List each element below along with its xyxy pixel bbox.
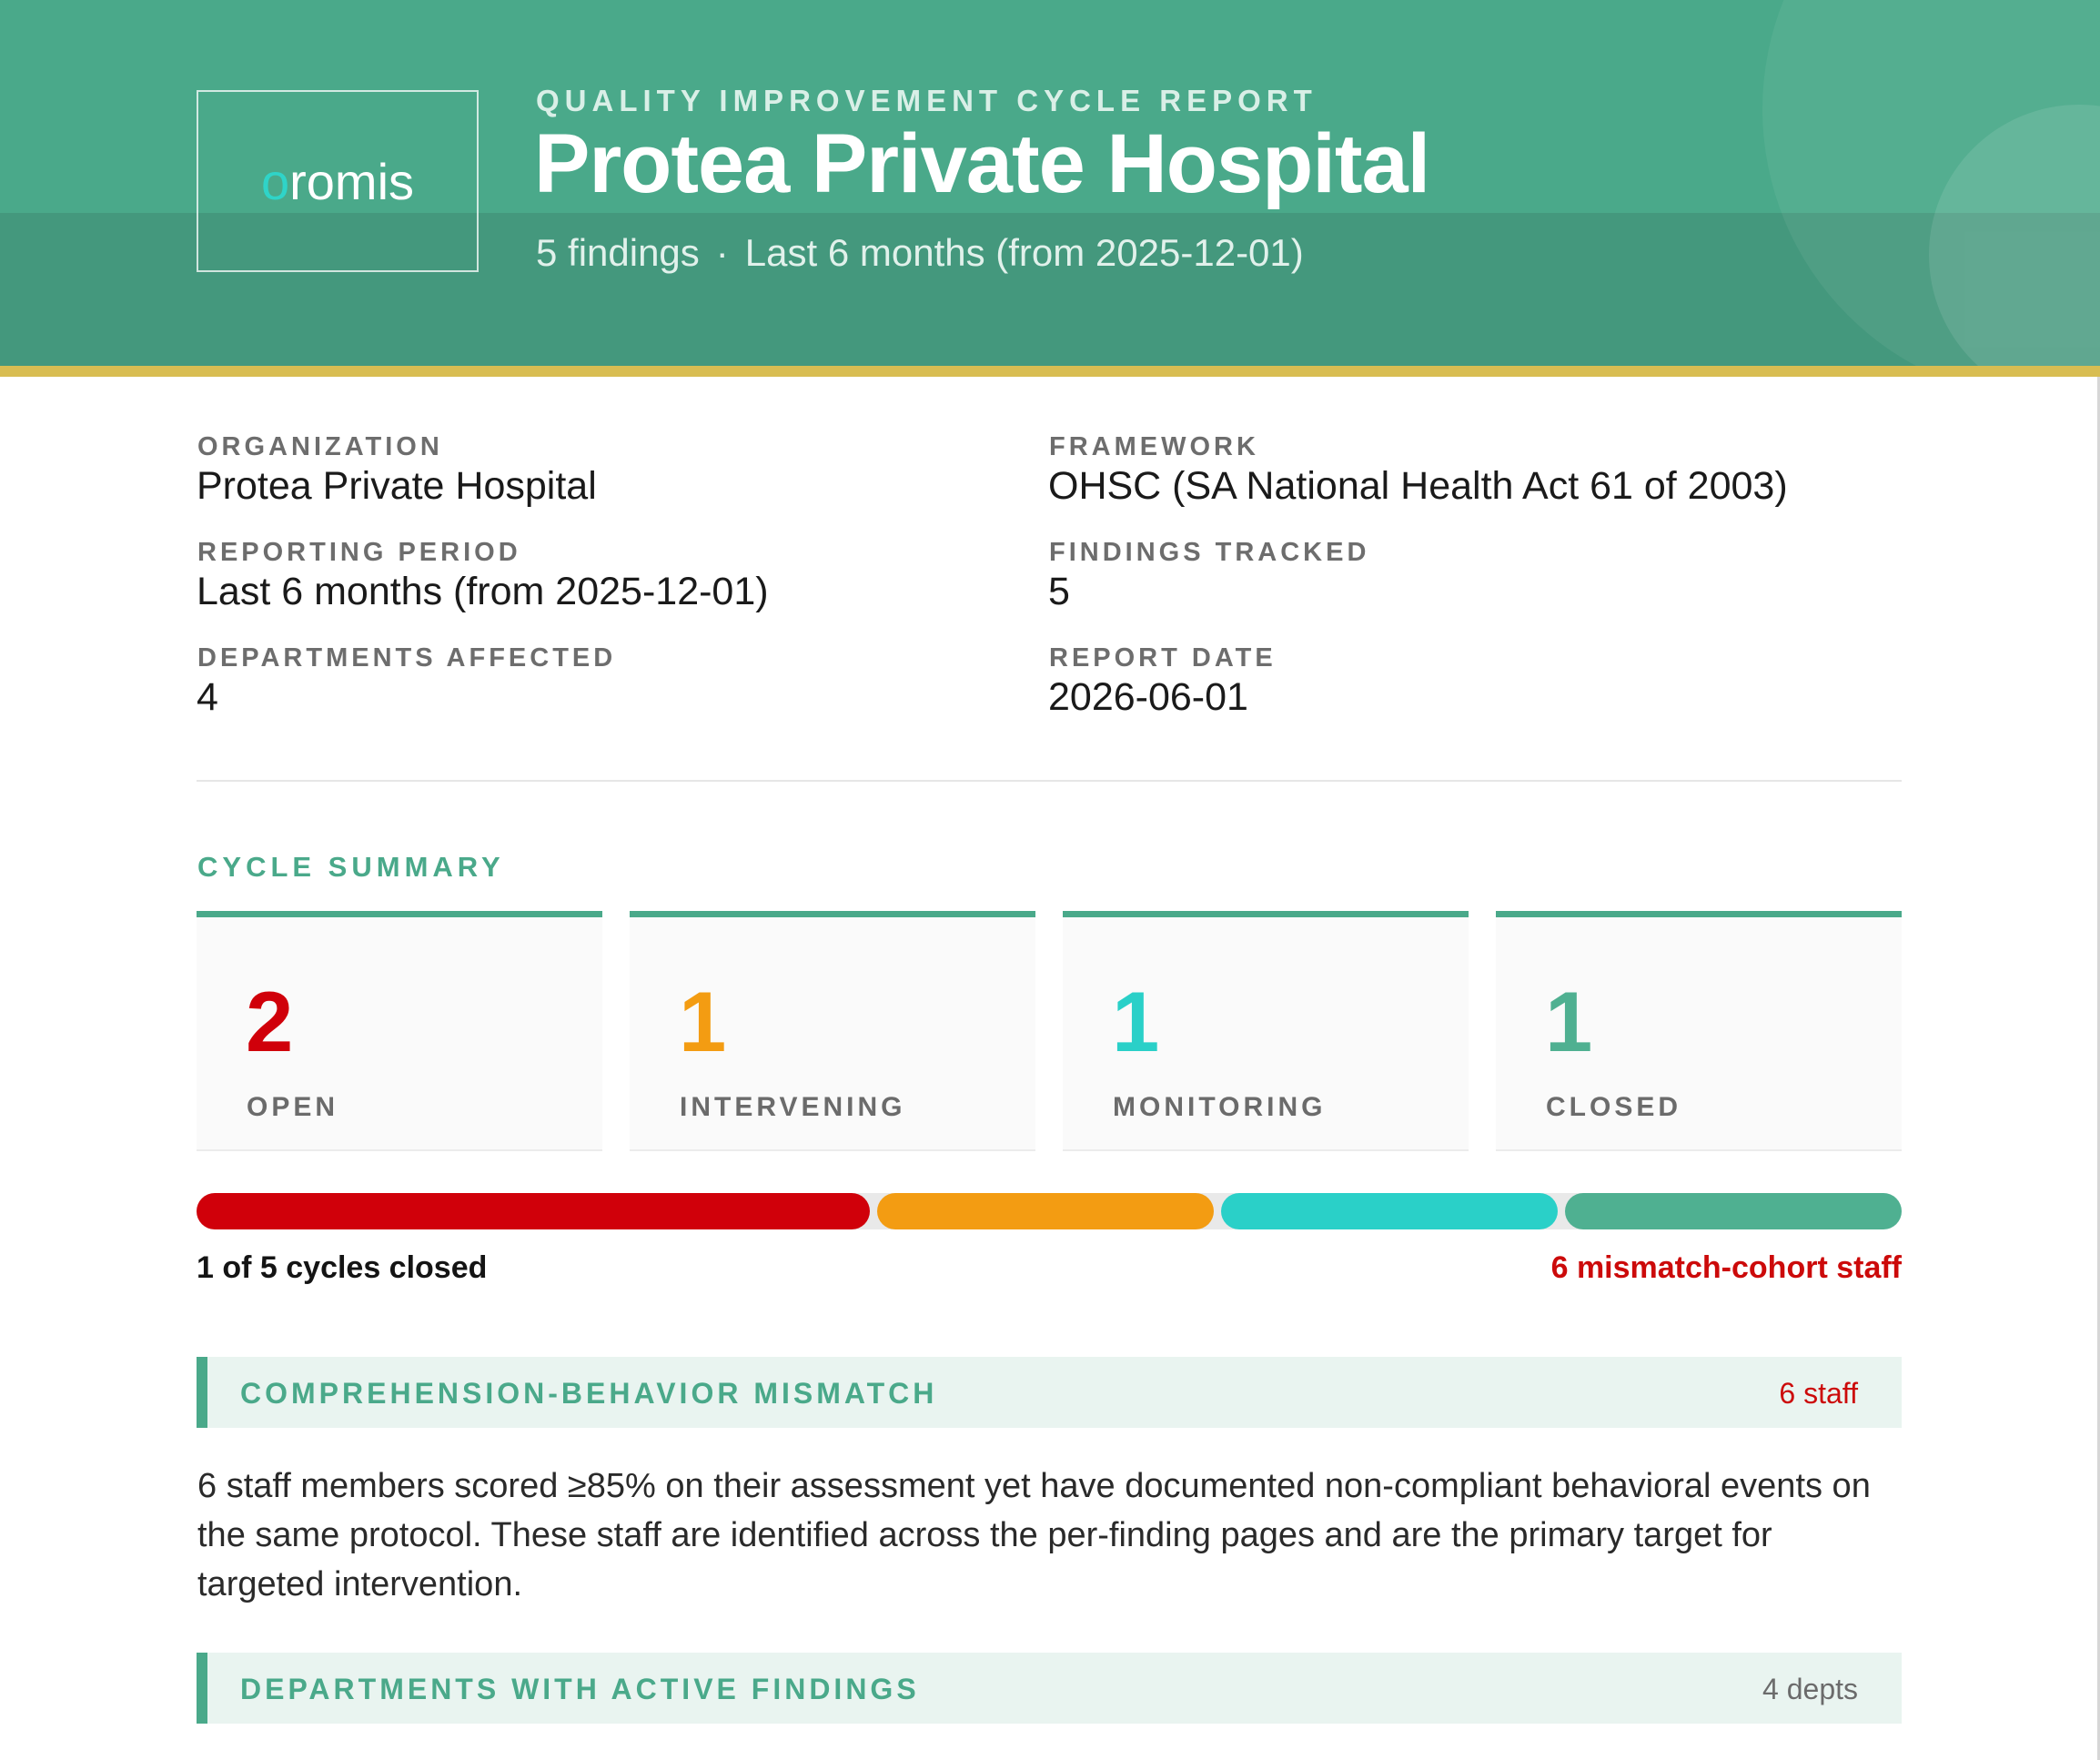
departments-affected-label: DEPARTMENTS AFFECTED: [197, 643, 617, 673]
intervening-card: [630, 911, 1035, 1151]
logo-accent: o: [260, 152, 290, 210]
logo: [197, 90, 479, 272]
closed-card: [1496, 911, 1902, 1151]
report-type: QUALITY IMPROVEMENT CYCLE REPORT: [536, 84, 1318, 117]
subtitle-period: Last 6 months (from 2025-12-01): [744, 231, 1304, 274]
logo-text: [261, 152, 414, 211]
organization-label: ORGANIZATION: [197, 432, 443, 461]
departments-count: 4 depts: [1762, 1673, 1858, 1705]
cycle-summary-heading: CYCLE SUMMARY: [197, 851, 505, 883]
open-count: 2: [246, 974, 294, 1069]
intervening-label: INTERVENING: [680, 1092, 906, 1122]
findings-tracked-label: FINDINGS TRACKED: [1049, 538, 1370, 567]
progress-segment-monitoring: [1221, 1193, 1558, 1229]
mismatch-description: 6 staff members scored ≥85% on their assessment yet have documented non-compliant behavioral events on the same protocol. These staff are identified across the per-finding pages and are the primary target for targeted intervention.: [197, 1467, 1871, 1603]
subtitle-findings: 5 findings: [536, 231, 700, 274]
open-label: OPEN: [247, 1092, 339, 1122]
mismatch-section-title: COMPREHENSION-BEHAVIOR MISMATCH: [240, 1377, 938, 1410]
mismatch-section-header: [197, 1357, 1902, 1428]
progress-segment-open: [197, 1193, 870, 1229]
logo-rest: romis: [289, 152, 415, 210]
report-date-value: 2026-06-01: [1048, 675, 1248, 719]
departments-affected-value: 4: [197, 675, 218, 719]
progress-segment-intervening: [877, 1193, 1214, 1229]
monitoring-label: MONITORING: [1113, 1092, 1327, 1122]
monitoring-count: 1: [1112, 974, 1160, 1069]
departments-section-header: [197, 1653, 1902, 1724]
page-subtitle: [536, 231, 1304, 275]
reporting-period-value: Last 6 months (from 2025-12-01): [197, 570, 769, 613]
page-title: Protea Private Hospital: [534, 117, 1430, 210]
findings-tracked-value: 5: [1048, 570, 1070, 613]
departments-section-title: DEPARTMENTS WITH ACTIVE FINDINGS: [240, 1673, 920, 1705]
framework-label: FRAMEWORK: [1049, 432, 1259, 461]
progress-segment-closed: [1565, 1193, 1902, 1229]
subtitle-separator: ·: [715, 231, 729, 274]
framework-value: OHSC (SA National Health Act 61 of 2003): [1048, 464, 1788, 508]
cycles-closed-caption: 1 of 5 cycles closed: [197, 1250, 488, 1285]
intervening-count: 1: [679, 974, 727, 1069]
closed-label: CLOSED: [1546, 1092, 1682, 1122]
report-header: [0, 0, 2100, 366]
mismatch-staff-caption: 6 mismatch-cohort staff: [1550, 1250, 1902, 1285]
monitoring-card: [1063, 911, 1469, 1151]
organization-value: Protea Private Hospital: [197, 464, 597, 508]
header-accent-rule: [0, 366, 2100, 377]
closed-count: 1: [1545, 974, 1593, 1069]
mismatch-staff-count: 6 staff: [1779, 1377, 1858, 1410]
open-card: [197, 911, 602, 1151]
report-date-label: REPORT DATE: [1049, 643, 1277, 673]
reporting-period-label: REPORTING PERIOD: [197, 538, 521, 567]
section-divider: [197, 780, 1902, 782]
cycle-progress-bar: [197, 1193, 1902, 1229]
